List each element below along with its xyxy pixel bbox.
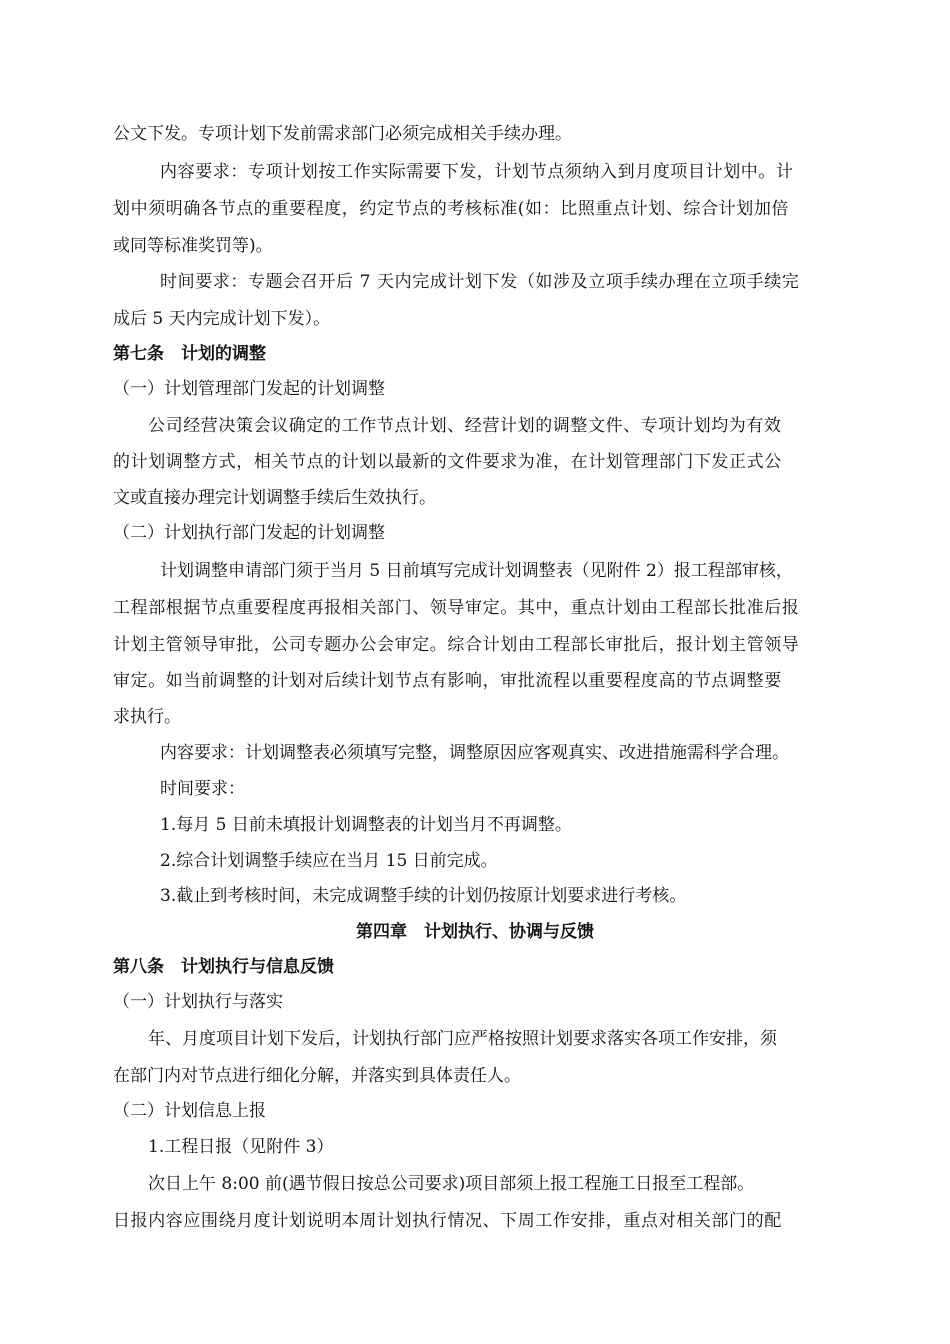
paragraph-line: 公司经营决策会议确定的工作节点计划、经营计划的调整文件、专项计划均为有效 [148, 416, 782, 436]
paragraph-line: 计划主管领导审批，公司专题办公会审定。综合计划由工程部长审批后，报计划主管领导 [113, 635, 800, 655]
paragraph-line: 求执行。 [113, 707, 181, 727]
paragraph-line: 审定。如当前调整的计划对后续计划节点有影响，审批流程以重要程度高的节点调整要 [113, 671, 782, 691]
paragraph-line: 在部门内对节点进行细化分解，并落实到具体责任人。 [113, 1066, 521, 1086]
paragraph-line: 年、月度项目计划下发后，计划执行部门应严格按照计划要求落实各项工作安排，须 [148, 1029, 777, 1049]
paragraph-line: 的计划调整方式，相关节点的计划以最新的文件要求为准，在计划管理部门下发正式公 [113, 452, 782, 472]
list-item: 2.综合计划调整手续应在当月 15 日前完成。 [160, 851, 498, 871]
paragraph-line: 内容要求：计划调整表必须填写完整，调整原因应客观真实、改进措施需科学合理。 [160, 743, 789, 763]
paragraph-line: 工程部根据节点重要程度再报相关部门、领导审定。其中，重点计划由工程部长批准后报 [113, 598, 800, 618]
section-heading: （二）计划执行部门发起的计划调整 [113, 523, 385, 543]
paragraph-line: 时间要求： [160, 779, 245, 799]
paragraph-line: 次日上午 8:00 前(遇节假日按总公司要求)项目部须上报工程施工日报至工程部。 [148, 1174, 755, 1194]
paragraph-line: 计划调整申请部门须于当月 5 日前填写完成计划调整表（见附件 2）报工程部审核， [160, 561, 793, 581]
paragraph-line: 日报内容应围绕月度计划说明本周计划执行情况、下周工作安排，重点对相关部门的配 [113, 1211, 782, 1231]
paragraph-line: 文或直接办理完计划调整手续后生效执行。 [113, 488, 436, 508]
subsection-heading: 1.工程日报（见附件 3） [148, 1137, 334, 1157]
paragraph-line: 内容要求：专项计划按工作实际需要下发，计划节点须纳入到月度项目计划中。计 [160, 162, 794, 182]
section-heading: （一）计划执行与落实 [113, 992, 283, 1012]
section-heading: （一）计划管理部门发起的计划调整 [113, 379, 385, 399]
paragraph-line: 成后 5 天内完成计划下发）。 [113, 309, 331, 329]
paragraph-line: 划中须明确各节点的重要程度，约定节点的考核标准(如：比照重点计划、综合计划加倍 [113, 199, 790, 219]
paragraph-line: 或同等标准奖罚等)。 [113, 236, 273, 256]
chapter-heading: 第四章 计划执行、协调与反馈 [356, 922, 594, 942]
paragraph-line: 公文下发。专项计划下发前需求部门必须完成相关手续办理。 [113, 124, 572, 144]
list-item: 3.截止到考核时间，未完成调整手续的计划仍按原计划要求进行考核。 [160, 886, 687, 906]
list-item: 1.每月 5 日前未填报计划调整表的计划当月不再调整。 [160, 815, 572, 835]
paragraph-line: 时间要求：专题会召开后 7 天内完成计划下发（如涉及立项手续办理在立项手续完 [160, 272, 800, 292]
article-heading: 第八条 计划执行与信息反馈 [113, 957, 334, 977]
article-heading: 第七条 计划的调整 [113, 344, 266, 364]
section-heading: （二）计划信息上报 [113, 1101, 266, 1121]
